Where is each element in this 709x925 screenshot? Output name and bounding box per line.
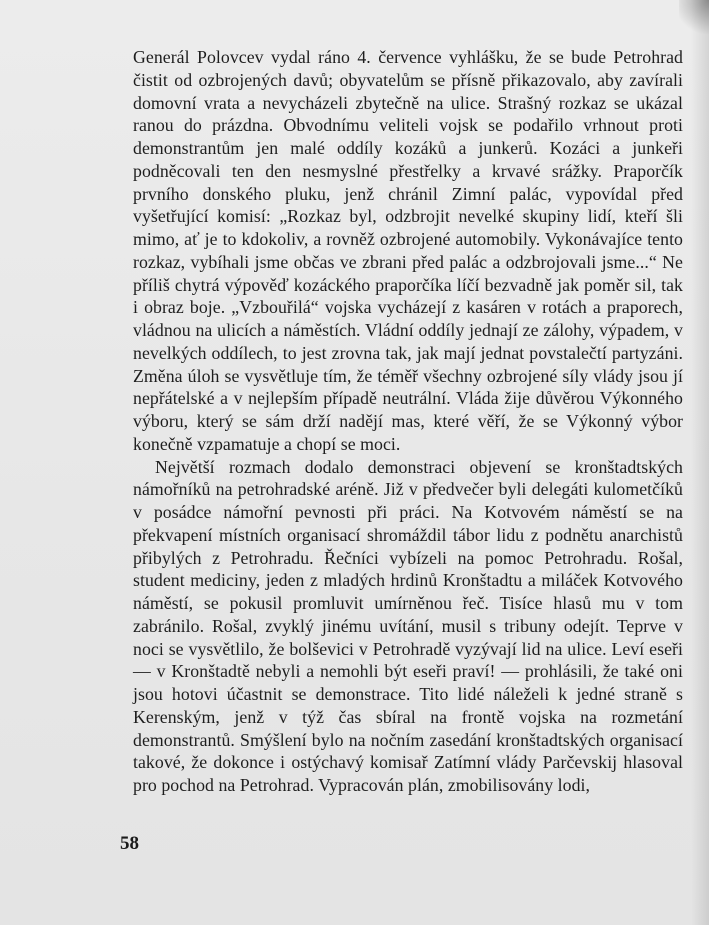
page-number: 58 <box>120 833 139 854</box>
page-edge-shadow <box>691 0 709 925</box>
paragraph-1: Generál Polovcev vydal ráno 4. července vyhlášku, že se bude Petrohrad čistit od ozbrojených davů; obyvatelům se přísně přikazovalo, aby zavírali domovní vrata a nevycházeli zbytečně na ulice. Strašný rozkaz se ukázal ranou do prázdna. Obvodnímu veliteli vojsk se podařilo vrhnout proti demonstrantům jen malé oddíly kozáků a junkerů. Kozáci a junkeři podněcovali ten den nesmyslné přestřelky a krvavé srážky. Praporčík prvního donského pluku, jenž chránil Zimní palác, vypovídal před vyšetřující komisí: „Rozkaz byl, odzbrojit nevelké skupiny lidí, kteří šli mimo, ať je to kdokoliv, a rovněž ozbrojené automobily. Vykonávajíce tento rozkaz, vybíhali jsme občas ve zbrani před palác a odzbrojovali jsme...“ Ne příliš chytrá výpověď kozáckého praporčíka líčí bezvadně jak poměr sil, tak i obraz boje. „Vzbouřilá“ vojska vycházejí z kasáren v rotách a praporech, vládnou na ulicích a náměstích. Vládní oddíly jednají ze zálohy, výpadem, v nevelkých oddílech, to jest zrovna tak, jak mají jednat povstalečtí partyzáni. Změna úloh se vysvětluje tím, že téměř všechny ozbrojené síly vlády jsou jí nepřátelské a v nejlepším případě neutrální. Vláda žije důvěrou Výkonného výboru, který se sám drží nadějí mas, které věří, že se Výkonný výbor konečně vzpamatuje a chopí se moci. <box>133 47 683 454</box>
paragraph-2: Největší rozmach dodalo demonstraci objevení se kronštadtských námořníků na petrohradské aréně. Již v předvečer byli delegáti kulometčíků v posádce námořní pevnosti při práci. Na Kotvovém náměstí se na překvapení místních organisací shromáždil tábor lidu z podnětu anarchistů přibylých z Petrohradu. Řečníci vybízeli na pomoc Petrohradu. Rošal, student mediciny, jeden z mladých hrdinů Kronštadtu a miláček Kotvového náměstí, se pokusil promluvit umírněnou řeč. Tisíce hlasů mu v tom zabránilo. Rošal, zvyklý jinému uvítání, musil s tribuny odejít. Teprve v noci se vysvětlilo, že bolševici v Petrohradě vyzývají lid na ulice. Leví eseři — v Kronštadtě nebyli a nemohli být eseři praví! — prohlásili, že také oni jsou hotovi účastnit se demonstrace. Tito lidé náleželi k jedné straně s Kerenským, jenž v týž čas sbíral na frontě vojska na rozmetání demonstrantů. Smýšlení bylo na nočním zasedání kronštadtských organisací takové, že dokonce i ostýchavý komisař Zatímní vlády Parčevskij hlasoval pro pochod na Petrohrad. Vypracován plán, zmobilisovány lodi, <box>133 456 683 795</box>
body-text <box>133 46 683 797</box>
corner-shadow <box>679 0 709 40</box>
